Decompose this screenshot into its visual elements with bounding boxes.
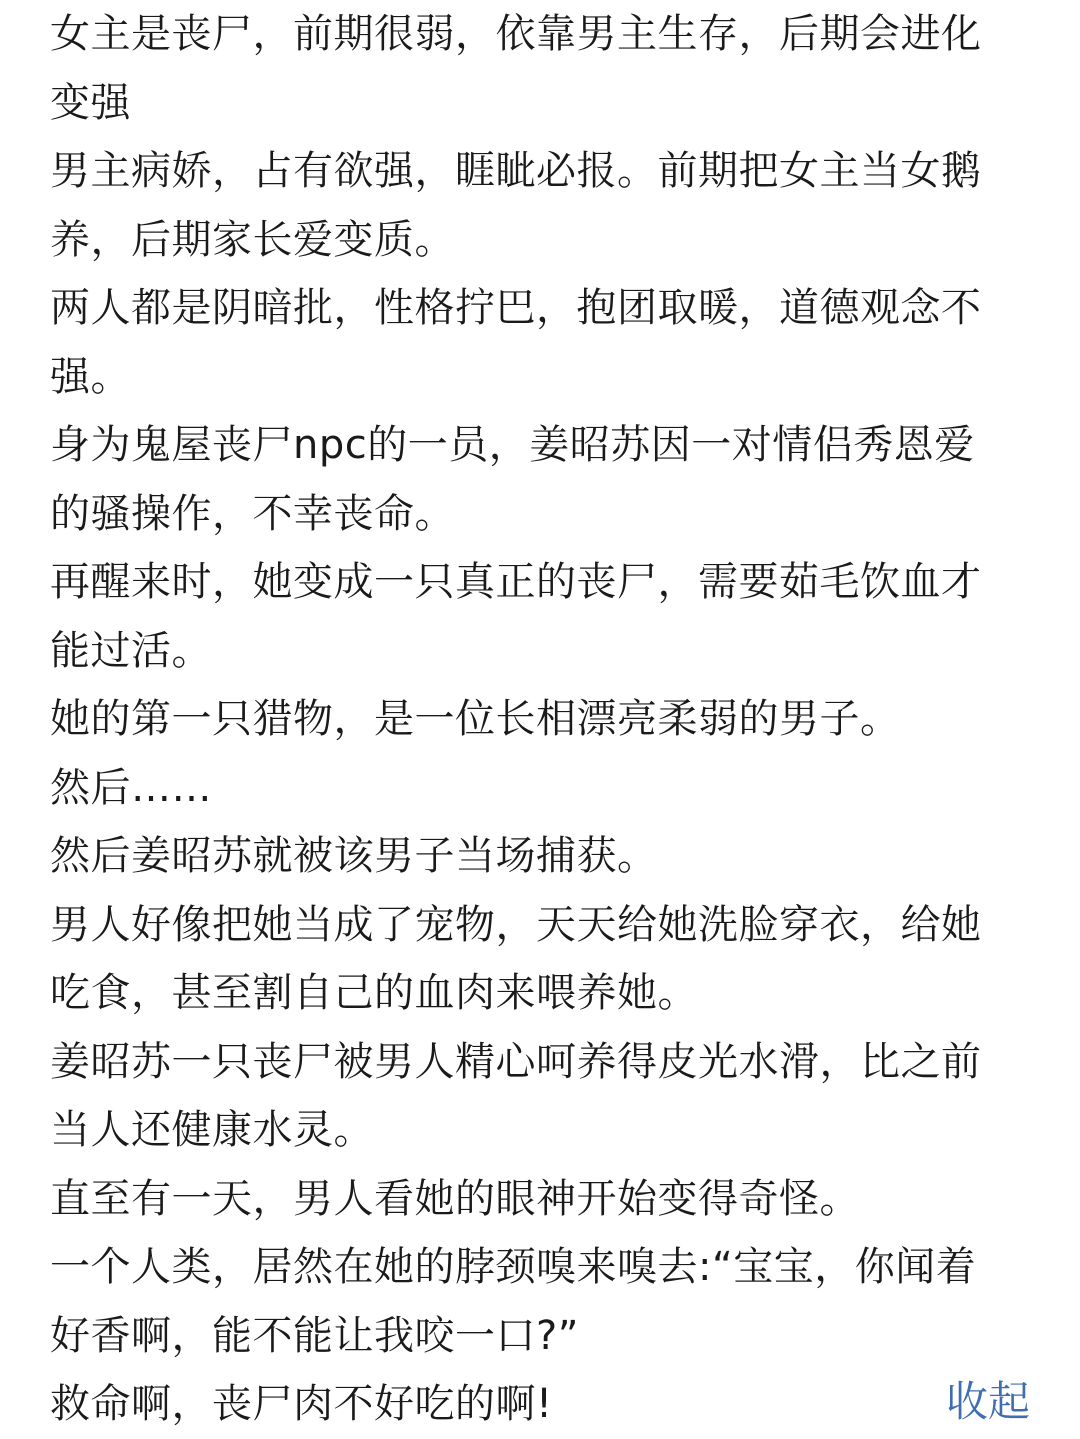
paragraph-4: 身为鬼屋丧尸npc的一员，姜昭苏因一对情侣秀恩爱的骚操作，不幸丧命。 <box>50 422 975 537</box>
paragraph-8: 然后姜昭苏就被该男子当场捕获。 <box>50 833 658 879</box>
paragraph-10: 姜昭苏一只丧尸被男人精心呵养得皮光水滑，比之前当人还健康水灵。 <box>50 1038 982 1153</box>
paragraph-7: 然后…… <box>50 764 212 811</box>
paragraph-5: 再醒来时，她变成一只真正的丧尸，需要茹毛饮血才能过活。 <box>50 559 982 674</box>
paragraph-13: 救命啊，丧尸肉不好吃的啊! <box>50 1381 553 1427</box>
paragraph-11: 直至有一天，男人看她的眼神开始变得奇怪。 <box>50 1175 860 1222</box>
collapse-button[interactable]: 收起 <box>926 1368 1030 1436</box>
paragraph-6: 她的第一只猎物，是一位长相漂亮柔弱的男子。 <box>50 696 901 742</box>
paragraph-3: 两人都是阴暗批，性格拧巴，抱团取暖，道德观念不强。 <box>50 285 982 400</box>
paragraph-9: 男人好像把她当成了宠物，天天给她洗脸穿衣，给她吃食，甚至割自己的血肉来喂养她。 <box>50 901 982 1016</box>
paragraph-12: 一个人类，居然在她的脖颈嗅来嗅去:“宝宝，你闻着好香啊，能不能让我咬一口?” <box>50 1244 977 1359</box>
paragraph-1: 女主是丧尸，前期很弱，依靠男主生存，后期会进化变强 <box>50 11 982 126</box>
article-body <box>50 0 1010 1439</box>
paragraph-2: 男主病娇，占有欲强，睚眦必报。前期把女主当女鹅养，后期家长爱变质。 <box>50 148 982 263</box>
